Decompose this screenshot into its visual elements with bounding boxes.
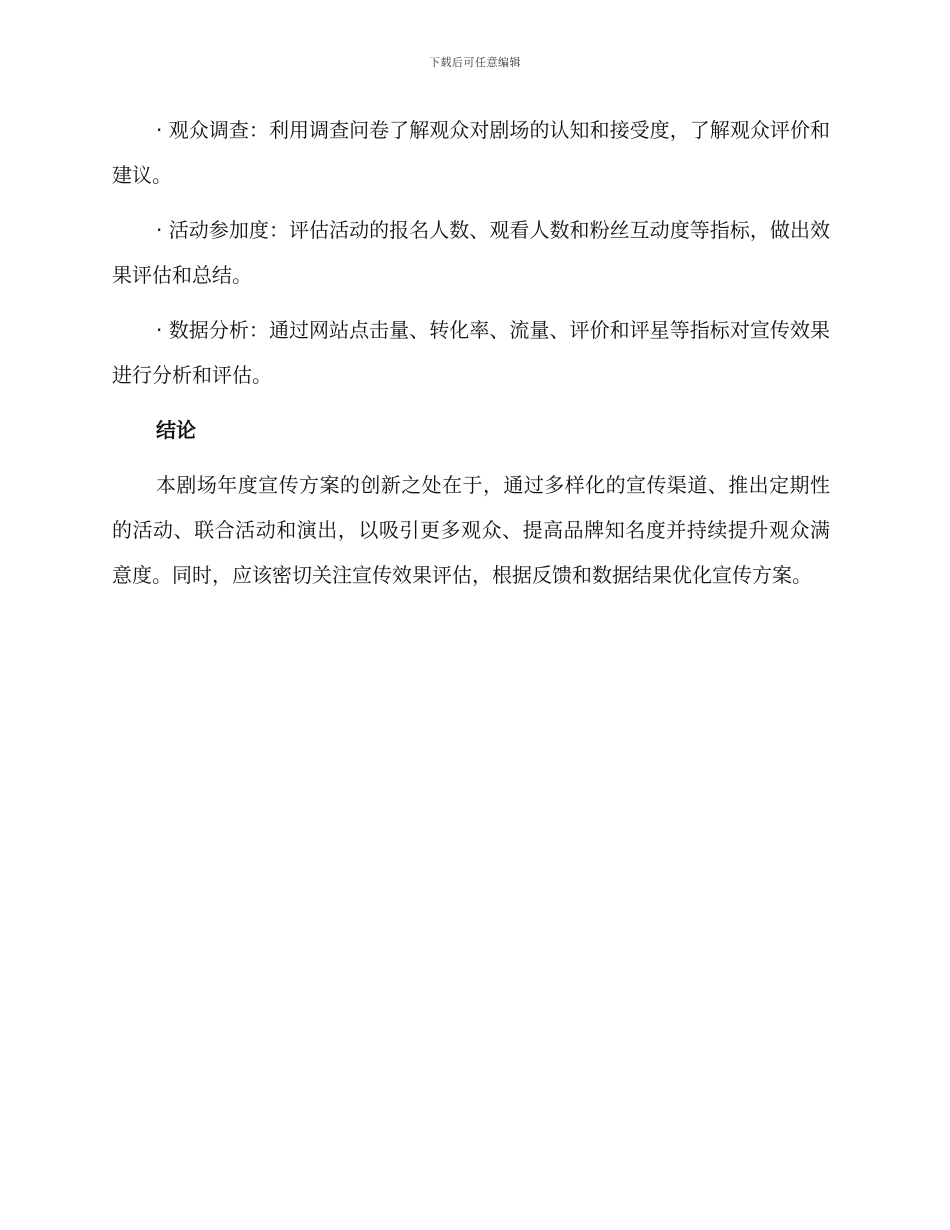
bullet-audience-survey: · 观众调查：利用调查问卷了解观众对剧场的认知和接受度，了解观众评价和建议。 bbox=[112, 118, 830, 187]
bullet-data-analysis: · 数据分析：通过网站点击量、转化率、流量、评价和评星等指标对宣传效果进行分析和评估。 bbox=[112, 318, 830, 387]
header-note: 下载后可任意编辑 bbox=[429, 56, 521, 69]
bullet-activity-participation: · 活动参加度：评估活动的报名人数、观看人数和粉丝互动度等指标，做出效果评估和总结。 bbox=[112, 218, 830, 287]
document-body bbox=[112, 108, 830, 608]
conclusion-heading: 结论 bbox=[156, 418, 196, 442]
conclusion-paragraph: 本剧场年度宣传方案的创新之处在于，通过多样化的宣传渠道、推出定期性的活动、联合活动和演出，以吸引更多观众、提高品牌知名度并持续提升观众满意度。同时，应该密切关注宣传效果评估，根据反馈和数据结果优化宣传方案。 bbox=[112, 473, 830, 587]
